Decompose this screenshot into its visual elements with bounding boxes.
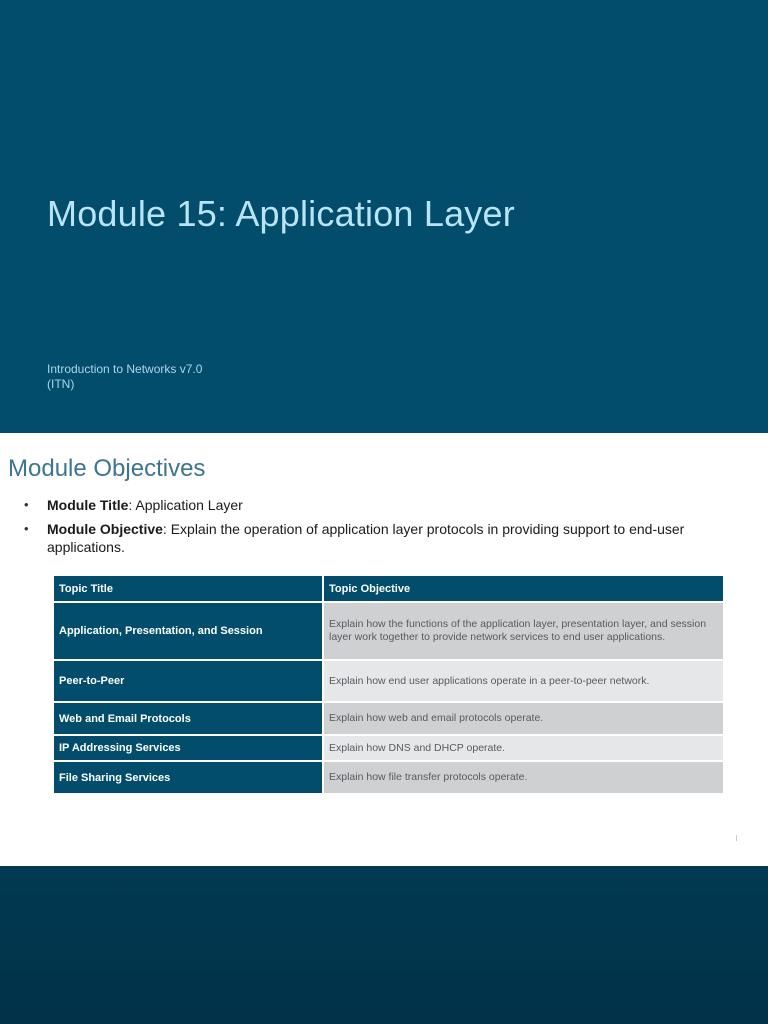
topics-table <box>54 576 723 795</box>
table-header-row <box>54 576 723 602</box>
bullet-label: Module Objective <box>47 521 163 537</box>
topic-title-cell: Web and Email Protocols <box>54 702 323 735</box>
topic-title-cell: Application, Presentation, and Session <box>54 602 323 660</box>
topic-title-cell: IP Addressing Services <box>54 735 323 761</box>
topic-title-cell: File Sharing Services <box>54 761 323 794</box>
topic-objective-cell: Explain how DNS and DHCP operate. <box>323 735 723 761</box>
topic-objective-cell: Explain how file transfer protocols operate. <box>323 761 723 794</box>
table-row <box>54 702 723 735</box>
course-line-1: Introduction to Networks v7.0 <box>47 362 203 376</box>
bullet-text: : Application Layer <box>128 497 243 513</box>
bullet-icon: • <box>24 521 29 536</box>
topic-objective-cell: Explain how web and email protocols operate. <box>323 702 723 735</box>
table-row <box>54 761 723 794</box>
table-row <box>54 735 723 761</box>
objectives-slide <box>0 433 768 866</box>
topic-objective-cell: Explain how end user applications operate in a peer-to-peer network. <box>323 660 723 702</box>
topic-title-cell: Peer-to-Peer <box>54 660 323 702</box>
bullet-module-objective <box>24 520 744 556</box>
bullet-module-title <box>24 496 744 514</box>
title-slide <box>0 0 768 433</box>
topic-objective-cell: Explain how the functions of the application layer, presentation layer, and session layer work together to provide network services to end user applications. <box>323 602 723 660</box>
course-name <box>47 362 202 392</box>
table-row <box>54 660 723 702</box>
header-topic-title: Topic Title <box>54 576 323 602</box>
course-line-2: (ITN) <box>47 377 75 391</box>
slide-marker <box>736 835 737 841</box>
bullet-icon: • <box>24 497 29 512</box>
table-row <box>54 602 723 660</box>
module-title: Module 15: Application Layer <box>47 193 515 234</box>
bullet-list <box>24 496 744 562</box>
next-slide-preview <box>0 866 768 1024</box>
bullet-label: Module Title <box>47 497 129 513</box>
slide-heading: Module Objectives <box>8 455 206 482</box>
bullet-text: : Explain the operation of application layer protocols in providing support to end-user applications. <box>47 521 685 555</box>
header-topic-objective: Topic Objective <box>323 576 723 602</box>
